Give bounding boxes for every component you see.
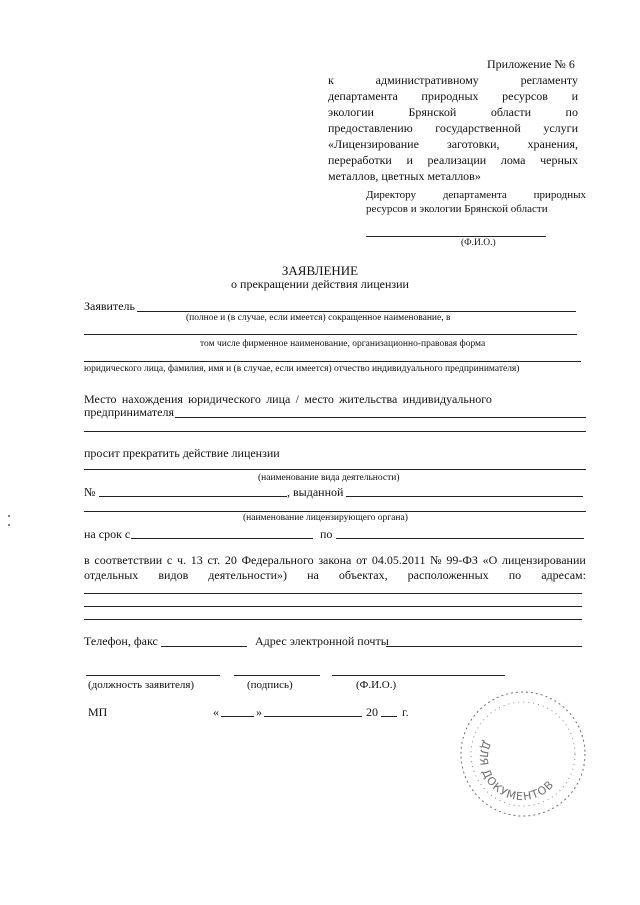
term-from-line[interactable] bbox=[131, 538, 313, 539]
header-line-1 bbox=[328, 73, 578, 87]
law-word: от bbox=[356, 553, 368, 567]
law-word: Федерального bbox=[241, 553, 314, 567]
applicant-name-line-2[interactable] bbox=[84, 334, 577, 335]
term-to-label: по bbox=[320, 527, 333, 541]
header-last-line: металлов, цветных металлов» bbox=[328, 169, 481, 183]
address-line-1[interactable] bbox=[84, 593, 582, 594]
location-word: Место bbox=[84, 392, 117, 406]
applicant-hint-3: юридического лица, фамилия, имя и (в случае, если имеется) отчество индивидуального предпринимателя) bbox=[84, 364, 520, 374]
position-line[interactable] bbox=[86, 675, 220, 676]
addressee-word: природных bbox=[533, 189, 586, 201]
scan-mark bbox=[8, 524, 10, 526]
law-word: 13 bbox=[190, 553, 203, 567]
fio-caption: (Ф.И.О.) bbox=[356, 679, 397, 691]
seal-label: МП bbox=[88, 705, 108, 719]
addressee-line-2: ресурсов и экологии Брянской области bbox=[366, 203, 548, 215]
date-open-quote: « bbox=[213, 705, 219, 719]
license-number-line[interactable] bbox=[99, 496, 287, 497]
law-word: видов bbox=[158, 568, 189, 582]
header-word: природных bbox=[421, 89, 479, 103]
law-word: закона bbox=[318, 553, 352, 567]
document-subtitle: о прекращении действия лицензии bbox=[231, 277, 409, 291]
law-word: объектах, bbox=[338, 568, 388, 582]
location-field-line[interactable] bbox=[175, 417, 586, 418]
header-word: «Лицензирование bbox=[328, 137, 419, 151]
law-word: с bbox=[166, 553, 173, 567]
header-word: реализации bbox=[427, 153, 487, 167]
header-line-6 bbox=[328, 153, 578, 167]
header-word: черных bbox=[540, 153, 578, 167]
location-word: жительства bbox=[339, 392, 398, 406]
law-word: адресам: bbox=[541, 568, 586, 582]
location-word: лица bbox=[266, 392, 291, 406]
law-word: 20 bbox=[224, 553, 237, 567]
signature-caption: (подпись) bbox=[247, 679, 293, 691]
header-word: департамента bbox=[328, 89, 398, 103]
location-word: место bbox=[304, 392, 334, 406]
phone-label: Телефон, факс bbox=[84, 634, 158, 648]
law-word: по bbox=[508, 568, 522, 582]
header-word: государственной bbox=[435, 121, 521, 135]
law-word: на bbox=[307, 568, 319, 582]
header-word: и bbox=[406, 153, 413, 167]
addressee-line-1 bbox=[366, 188, 586, 202]
header-word: лома bbox=[500, 153, 526, 167]
law-word: 99-ФЗ bbox=[446, 553, 478, 567]
header-word: Брянской bbox=[408, 105, 457, 119]
scan-mark bbox=[8, 515, 10, 517]
header-word: хранения, bbox=[527, 137, 578, 151]
year-prefix: 20 bbox=[366, 705, 378, 719]
header-word: по bbox=[565, 105, 578, 119]
document-stamp bbox=[448, 680, 598, 830]
location-word: индивидуального bbox=[402, 392, 492, 406]
location-line bbox=[84, 392, 492, 406]
email-label: Адрес электронной почты bbox=[255, 634, 389, 648]
phone-line[interactable] bbox=[161, 646, 247, 647]
year-suffix: г. bbox=[402, 705, 409, 719]
law-word: лицензировании bbox=[501, 553, 586, 567]
header-line-2 bbox=[328, 89, 578, 103]
law-word: 04.05.2011 bbox=[371, 553, 426, 567]
entrepreneur-label: предпринимателя bbox=[84, 405, 174, 419]
license-number-label: № bbox=[84, 485, 96, 499]
addressee-word: Директору bbox=[366, 189, 416, 201]
issuer-line[interactable] bbox=[346, 496, 583, 497]
law-word: «О bbox=[482, 553, 498, 567]
applicant-hint-1: (полное и (в случае, если имеется) сокращенное наименование, в bbox=[186, 313, 451, 323]
law-word: отдельных bbox=[84, 568, 139, 582]
law-word: расположенных bbox=[407, 568, 489, 582]
date-close-quote: » bbox=[256, 705, 262, 719]
applicant-label: Заявитель bbox=[84, 299, 135, 313]
law-line-2 bbox=[84, 568, 586, 582]
applicant-name-line-3[interactable] bbox=[84, 361, 581, 362]
header-word: и bbox=[571, 89, 578, 103]
document-title: ЗАЯВЛЕНИЕ bbox=[281, 263, 359, 278]
law-word: соответствии bbox=[94, 553, 163, 567]
law-word: деятельности») bbox=[208, 568, 287, 582]
position-caption: (должность заявителя) bbox=[88, 679, 195, 691]
header-line-4 bbox=[328, 121, 578, 135]
location-word: / bbox=[295, 392, 299, 406]
term-from-label: на срок с bbox=[84, 527, 131, 541]
header-word: регламенту bbox=[520, 73, 578, 87]
header-line-3 bbox=[328, 105, 578, 119]
authority-hint: (наименование лицензирующего органа) bbox=[243, 513, 408, 523]
location-field-line-2[interactable] bbox=[84, 431, 586, 432]
header-word: к bbox=[328, 73, 334, 87]
law-word: № bbox=[430, 553, 442, 567]
term-to-line[interactable] bbox=[336, 538, 584, 539]
header-word: заготовки, bbox=[446, 137, 500, 151]
law-word: в bbox=[84, 553, 90, 567]
signature-line[interactable] bbox=[234, 675, 320, 676]
authority-field-line[interactable] bbox=[84, 511, 586, 512]
request-text: просит прекратить действие лицензии bbox=[84, 446, 280, 460]
header-word: услуги bbox=[543, 121, 578, 135]
header-word: экологии bbox=[328, 105, 374, 119]
fio-line[interactable] bbox=[332, 675, 505, 676]
address-line-3[interactable] bbox=[84, 619, 582, 620]
annex-number: Приложение № 6 bbox=[487, 57, 575, 71]
header-line-5 bbox=[328, 137, 578, 151]
activity-hint: (наименование вида деятельности) bbox=[258, 473, 400, 483]
issued-label: , выданной bbox=[287, 485, 344, 499]
date-day-line[interactable] bbox=[221, 716, 254, 717]
header-word: области bbox=[490, 105, 531, 119]
stamp-text: ДЛЯ ДОКУМЕНТОВ bbox=[476, 738, 557, 804]
date-month-line[interactable] bbox=[264, 716, 362, 717]
applicant-hint-2: том числе фирменное наименование, организационно-правовая форма bbox=[200, 339, 486, 349]
law-word: ч. bbox=[176, 553, 187, 567]
location-word: юридического bbox=[188, 392, 261, 406]
addressee-word: департамента bbox=[442, 189, 507, 201]
law-line-1 bbox=[84, 553, 586, 567]
header-word: административному bbox=[375, 73, 479, 87]
applicant-name-line[interactable] bbox=[137, 311, 576, 312]
activity-field-line[interactable] bbox=[84, 469, 586, 470]
date-year-line[interactable] bbox=[381, 716, 397, 717]
director-fio-line[interactable] bbox=[366, 236, 546, 237]
header-word: предоставлению bbox=[328, 121, 413, 135]
header-word: переработки bbox=[328, 153, 392, 167]
address-line-2[interactable] bbox=[84, 606, 582, 607]
director-fio-caption: (Ф.И.О.) bbox=[461, 238, 496, 248]
header-word: ресурсов bbox=[502, 89, 548, 103]
law-word: ст. bbox=[207, 553, 221, 567]
location-word: нахождения bbox=[121, 392, 183, 406]
email-line[interactable] bbox=[386, 646, 582, 647]
